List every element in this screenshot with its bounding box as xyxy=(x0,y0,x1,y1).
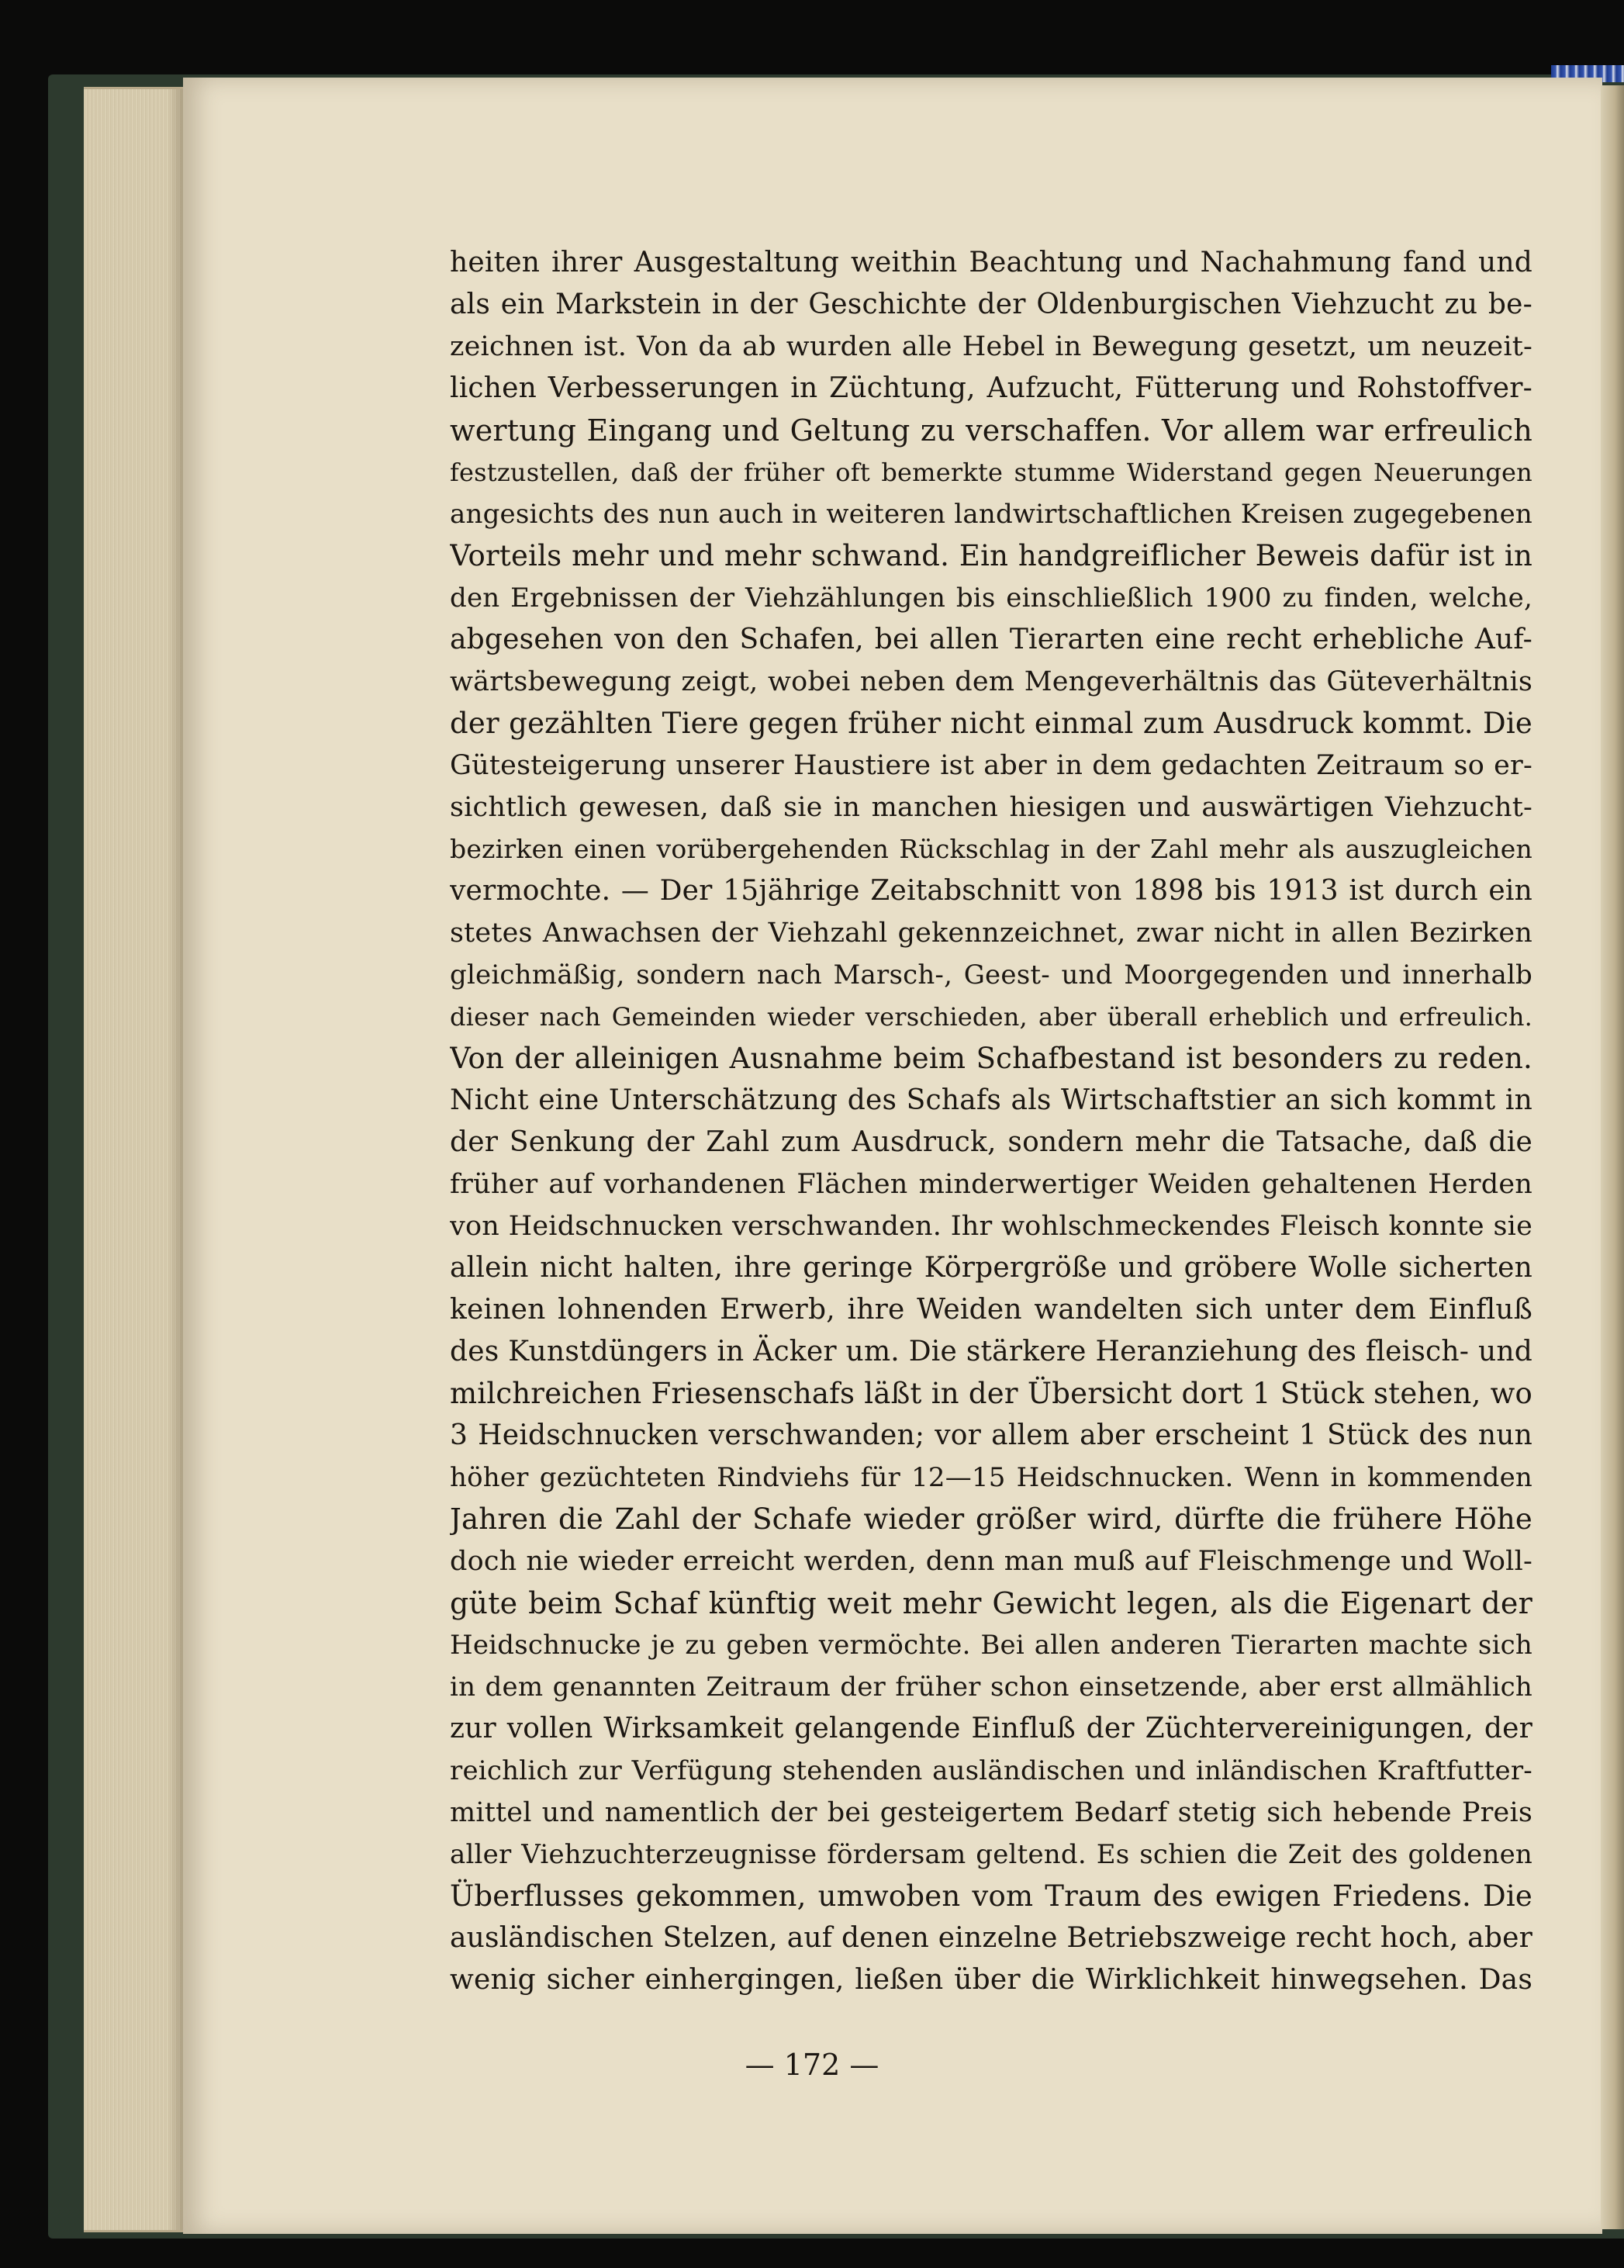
text-line: keinen lohnenden Erwerb, ihre Weiden wandelten sich unter dem Einfluß xyxy=(450,1294,1532,1326)
text-line: wertung Eingang und Geltung zu verschaffen. Vor allem war erfreulich xyxy=(450,413,1532,448)
text-line: Vorteils mehr und mehr schwand. Ein handgreiflicher Beweis dafür ist in xyxy=(450,539,1532,572)
text-line: der Senkung der Zahl zum Ausdruck, sondern mehr die Tatsache, daß die xyxy=(450,1126,1532,1158)
text-line: wärtsbewegung zeigt, wobei neben dem Mengeverhältnis das Güteverhältnis xyxy=(450,666,1532,697)
text-line: bezirken einen vorübergehenden Rückschlag in der Zahl mehr als auszugleichen xyxy=(450,834,1532,864)
text-line: als ein Markstein in der Geschichte der Oldenburgischen Viehzucht zu be- xyxy=(450,289,1532,320)
text-line: doch nie wieder erreicht werden, denn man muß auf Fleischmenge und Woll- xyxy=(450,1546,1532,1577)
text-line: höher gezüchteten Rindviehs für 12—15 Heidschnucken. Wenn in kommenden xyxy=(450,1462,1532,1493)
facing-page-edge xyxy=(1601,85,1624,2229)
text-line: 3 Heidschnucken verschwanden; vor allem aber erscheint 1 Stück des nun xyxy=(450,1419,1532,1451)
page-text xyxy=(450,242,1532,2001)
text-line: güte beim Schaf künftig weit mehr Gewicht legen, als die Eigenart der xyxy=(450,1586,1532,1620)
text-line: des Kunstdüngers in Äcker um. Die stärkere Heranziehung des fleisch- und xyxy=(450,1336,1532,1367)
text-line: mittel und namentlich der bei gesteigertem Bedarf stetig sich hebende Preis xyxy=(450,1797,1532,1828)
text-line: Jahren die Zahl der Schafe wieder größer wird, dürfte die frühere Höhe xyxy=(450,1502,1532,1536)
text-line: Von der alleinigen Ausnahme beim Schafbestand ist besonders zu reden. xyxy=(450,1042,1532,1075)
text-line: Nicht eine Unterschätzung des Schafs als Wirtschaftstier an sich kommt in xyxy=(450,1084,1532,1116)
text-line: früher auf vorhandenen Flächen minderwertiger Weiden gehaltenen Herden xyxy=(450,1169,1532,1200)
page-edges xyxy=(84,87,185,2232)
text-line: wenig sicher einhergingen, ließen über die Wirklichkeit hinwegsehen. Das xyxy=(450,1964,1532,1996)
text-line: dieser nach Gemeinden wieder verschieden, aber überall erheblich und erfreulich. xyxy=(450,1002,1532,1032)
text-line: von Heidschnucken verschwanden. Ihr wohlschmeckendes Fleisch konnte sie xyxy=(450,1211,1532,1242)
text-line: zur vollen Wirksamkeit gelangende Einfluß der Züchtervereinigungen, der xyxy=(450,1713,1532,1744)
text-line: stetes Anwachsen der Viehzahl gekennzeichnet, zwar nicht in allen Bezirken xyxy=(450,918,1532,949)
text-line: der gezählten Tiere gegen früher nicht einmal zum Ausdruck kommt. Die xyxy=(450,707,1532,740)
text-line: ausländischen Stelzen, auf denen einzelne Betriebszweige recht hoch, aber xyxy=(450,1922,1532,1954)
text-line: sichtlich gewesen, daß sie in manchen hiesigen und auswärtigen Viehzucht- xyxy=(450,792,1532,823)
text-line: in dem genannten Zeitraum der früher schon einsetzende, aber erst allmählich xyxy=(450,1672,1532,1703)
text-line: vermochte. — Der 15jährige Zeitabschnitt von 1898 bis 1913 ist durch ein xyxy=(450,875,1532,907)
text-line: allein nicht halten, ihre geringe Körpergröße und gröbere Wolle sicherten xyxy=(450,1252,1532,1284)
text-line: aller Viehzuchterzeugnisse fördersam geltend. Es schien die Zeit des goldenen xyxy=(450,1839,1532,1870)
text-line: milchreichen Friesenschafs läßt in der Übersicht dort 1 Stück stehen, wo xyxy=(450,1377,1532,1410)
page-number: — 172 — xyxy=(745,2048,879,2082)
text-line: abgesehen von den Schafen, bei allen Tierarten eine recht erhebliche Auf- xyxy=(450,624,1532,655)
text-line: den Ergebnissen der Viehzählungen bis einschließlich 1900 zu finden, welche, xyxy=(450,583,1532,614)
text-line: Gütesteigerung unserer Haustiere ist aber in dem gedachten Zeitraum so er- xyxy=(450,750,1532,781)
text-line: Heidschnucke je zu geben vermöchte. Bei allen anderen Tierarten machte sich xyxy=(450,1630,1532,1661)
text-line: angesichts des nun auch in weiteren landwirtschaftlichen Kreisen zugegebenen xyxy=(450,499,1532,530)
text-line: festzustellen, daß der früher oft bemerkte stumme Widerstand gegen Neuerungen xyxy=(450,458,1532,487)
text-line: heiten ihrer Ausgestaltung weithin Beachtung und Nachahmung fand und xyxy=(450,247,1532,278)
text-line: lichen Verbesserungen in Züchtung, Aufzucht, Fütterung und Rohstoffver- xyxy=(450,372,1532,404)
text-line: reichlich zur Verfügung stehenden ausländischen und inländischen Kraftfutter- xyxy=(450,1755,1532,1786)
text-line: Überflusses gekommen, umwoben vom Traum des ewigen Friedens. Die xyxy=(450,1879,1532,1913)
text-line: zeichnen ist. Von da ab wurden alle Hebel in Bewegung gesetzt, um neuzeit- xyxy=(450,331,1532,362)
text-line: gleichmäßig, sondern nach Marsch-, Geest- und Moorgegenden und innerhalb xyxy=(450,959,1532,991)
